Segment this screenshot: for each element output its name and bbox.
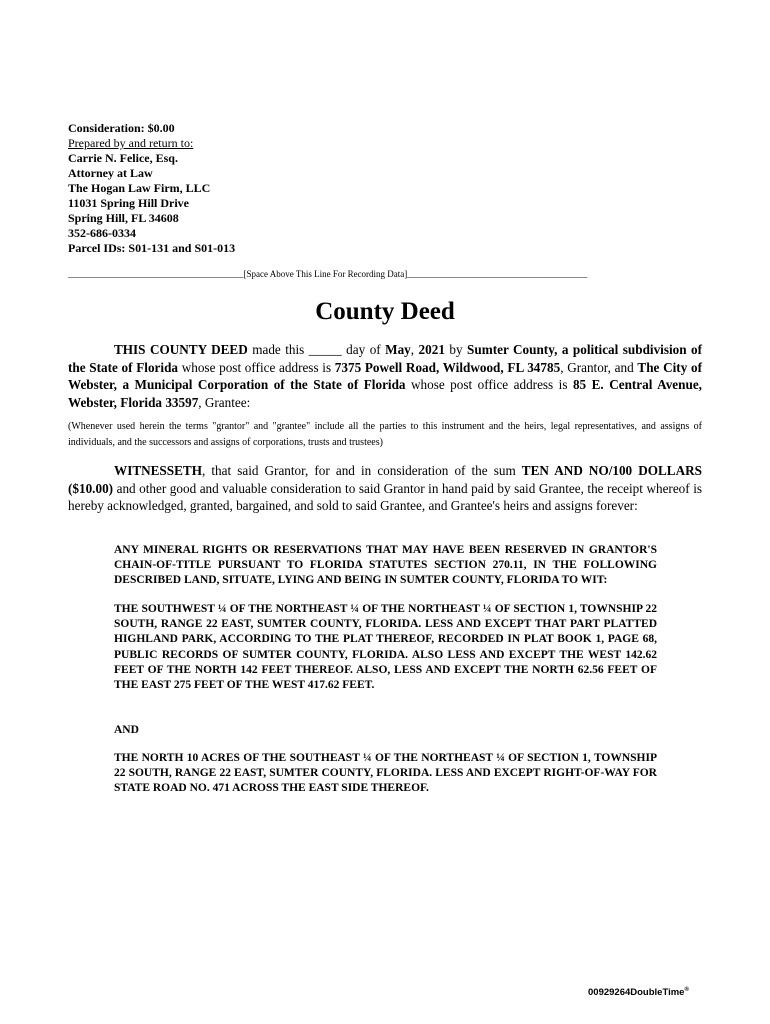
- and-connector: AND: [114, 724, 139, 736]
- parcel-ids: Parcel IDs: S01-131 and S01-013: [68, 241, 236, 255]
- definitions-note: (Whenever used herein the terms "grantor" and "grantee" include all the parties to this instrument and the heirs, legal representatives, and assigns of individuals, and the successors and assigns of corporations, trusts and trustees): [68, 421, 702, 448]
- document-code-footer: [588, 987, 689, 998]
- recording-data-line: _______________________________________[Space Above This Line For Recording Data]________________________________________: [68, 269, 588, 279]
- deed-intro-paragraph: THIS COUNTY DEED made this _____ day of May, 2021 by Sumter County, a political subdivision of the State of Florida whose post office address is 7375 Powell Road, Wildwood, FL 34785, Grantor, and The City of Webster, a Municipal Corporation of the State of Florida whose post office address is 85 E. Central Avenue, Webster, Florida 33597, Grantee:: [68, 342, 703, 410]
- preparer-name: Carrie N. Felice, Esq.: [68, 151, 178, 165]
- legal-description-parcel-2: THE NORTH 10 ACRES OF THE SOUTHEAST ¼ OF THE NORTHEAST ¼ OF SECTION 1, TOWNSHIP 22 SOUTH, RANGE 22 EAST, SUMTER COUNTY, FLORIDA. LESS AND EXCEPT RIGHT-OF-WAY FOR STATE ROAD NO. 471 ACROSS THE EAST SIDE THEREOF.: [114, 752, 657, 795]
- preparer-block: [68, 121, 235, 256]
- mineral-rights-clause: ANY MINERAL RIGHTS OR RESERVATIONS THAT MAY HAVE BEEN RESERVED IN GRANTOR'S CHAIN-OF-TITLE PURSUANT TO FLORIDA STATUTES SECTION 270.11, IN THE FOLLOWING DESCRIBED LAND, SITUATE, LYING AND BEING IN SUMTER COUNTY, FLORIDA TO WIT:: [114, 544, 657, 587]
- consideration-line: Consideration: $0.00: [68, 121, 175, 135]
- prepared-by-label: Prepared by and return to:: [68, 136, 194, 150]
- legal-description-parcel-1: THE SOUTHWEST ¼ OF THE NORTHEAST ¼ OF THE NORTHEAST ¼ OF SECTION 1, TOWNSHIP 22 SOUTH, RANGE 22 EAST, SUMTER COUNTY, FLORIDA. LESS AND EXCEPT THAT PART PLATTED HIGHLAND PARK, ACCORDING TO THE PLAT THEREOF, RECORDED IN PLAT BOOK 1, PAGE 68, PUBLIC RECORDS OF SUMTER COUNTY, FLORIDA. ALSO LESS AND EXCEPT THE WEST 142.62 FEET OF THE NORTH 142 FEET THEREOF. ALSO, LESS AND EXCEPT THE NORTH 62.56 FEET OF THE EAST 275 FEET OF THE WEST 417.62 FEET.: [114, 603, 657, 692]
- preparer-city: Spring Hill, FL 34608: [68, 211, 179, 225]
- registered-mark: ®: [684, 986, 689, 993]
- witnesseth-paragraph: WITNESSETH, that said Grantor, for and in consideration of the sum TEN AND NO/100 DOLLARS ($10.00) and other good and valuable consideration to said Grantor in hand paid by said Grantee, the receipt whereof is hereby acknowledged, granted, bargained, and sold to said Grantee, and Grantee's heirs and assigns forever:: [68, 463, 702, 513]
- preparer-firm: The Hogan Law Firm, LLC: [68, 181, 211, 195]
- page-title: County Deed: [315, 298, 455, 325]
- preparer-street: 11031 Spring Hill Drive: [68, 196, 190, 210]
- preparer-role: Attorney at Law: [68, 166, 153, 180]
- preparer-phone: 352-686-0334: [68, 226, 136, 240]
- document-code: 00929264DoubleTime: [588, 987, 685, 998]
